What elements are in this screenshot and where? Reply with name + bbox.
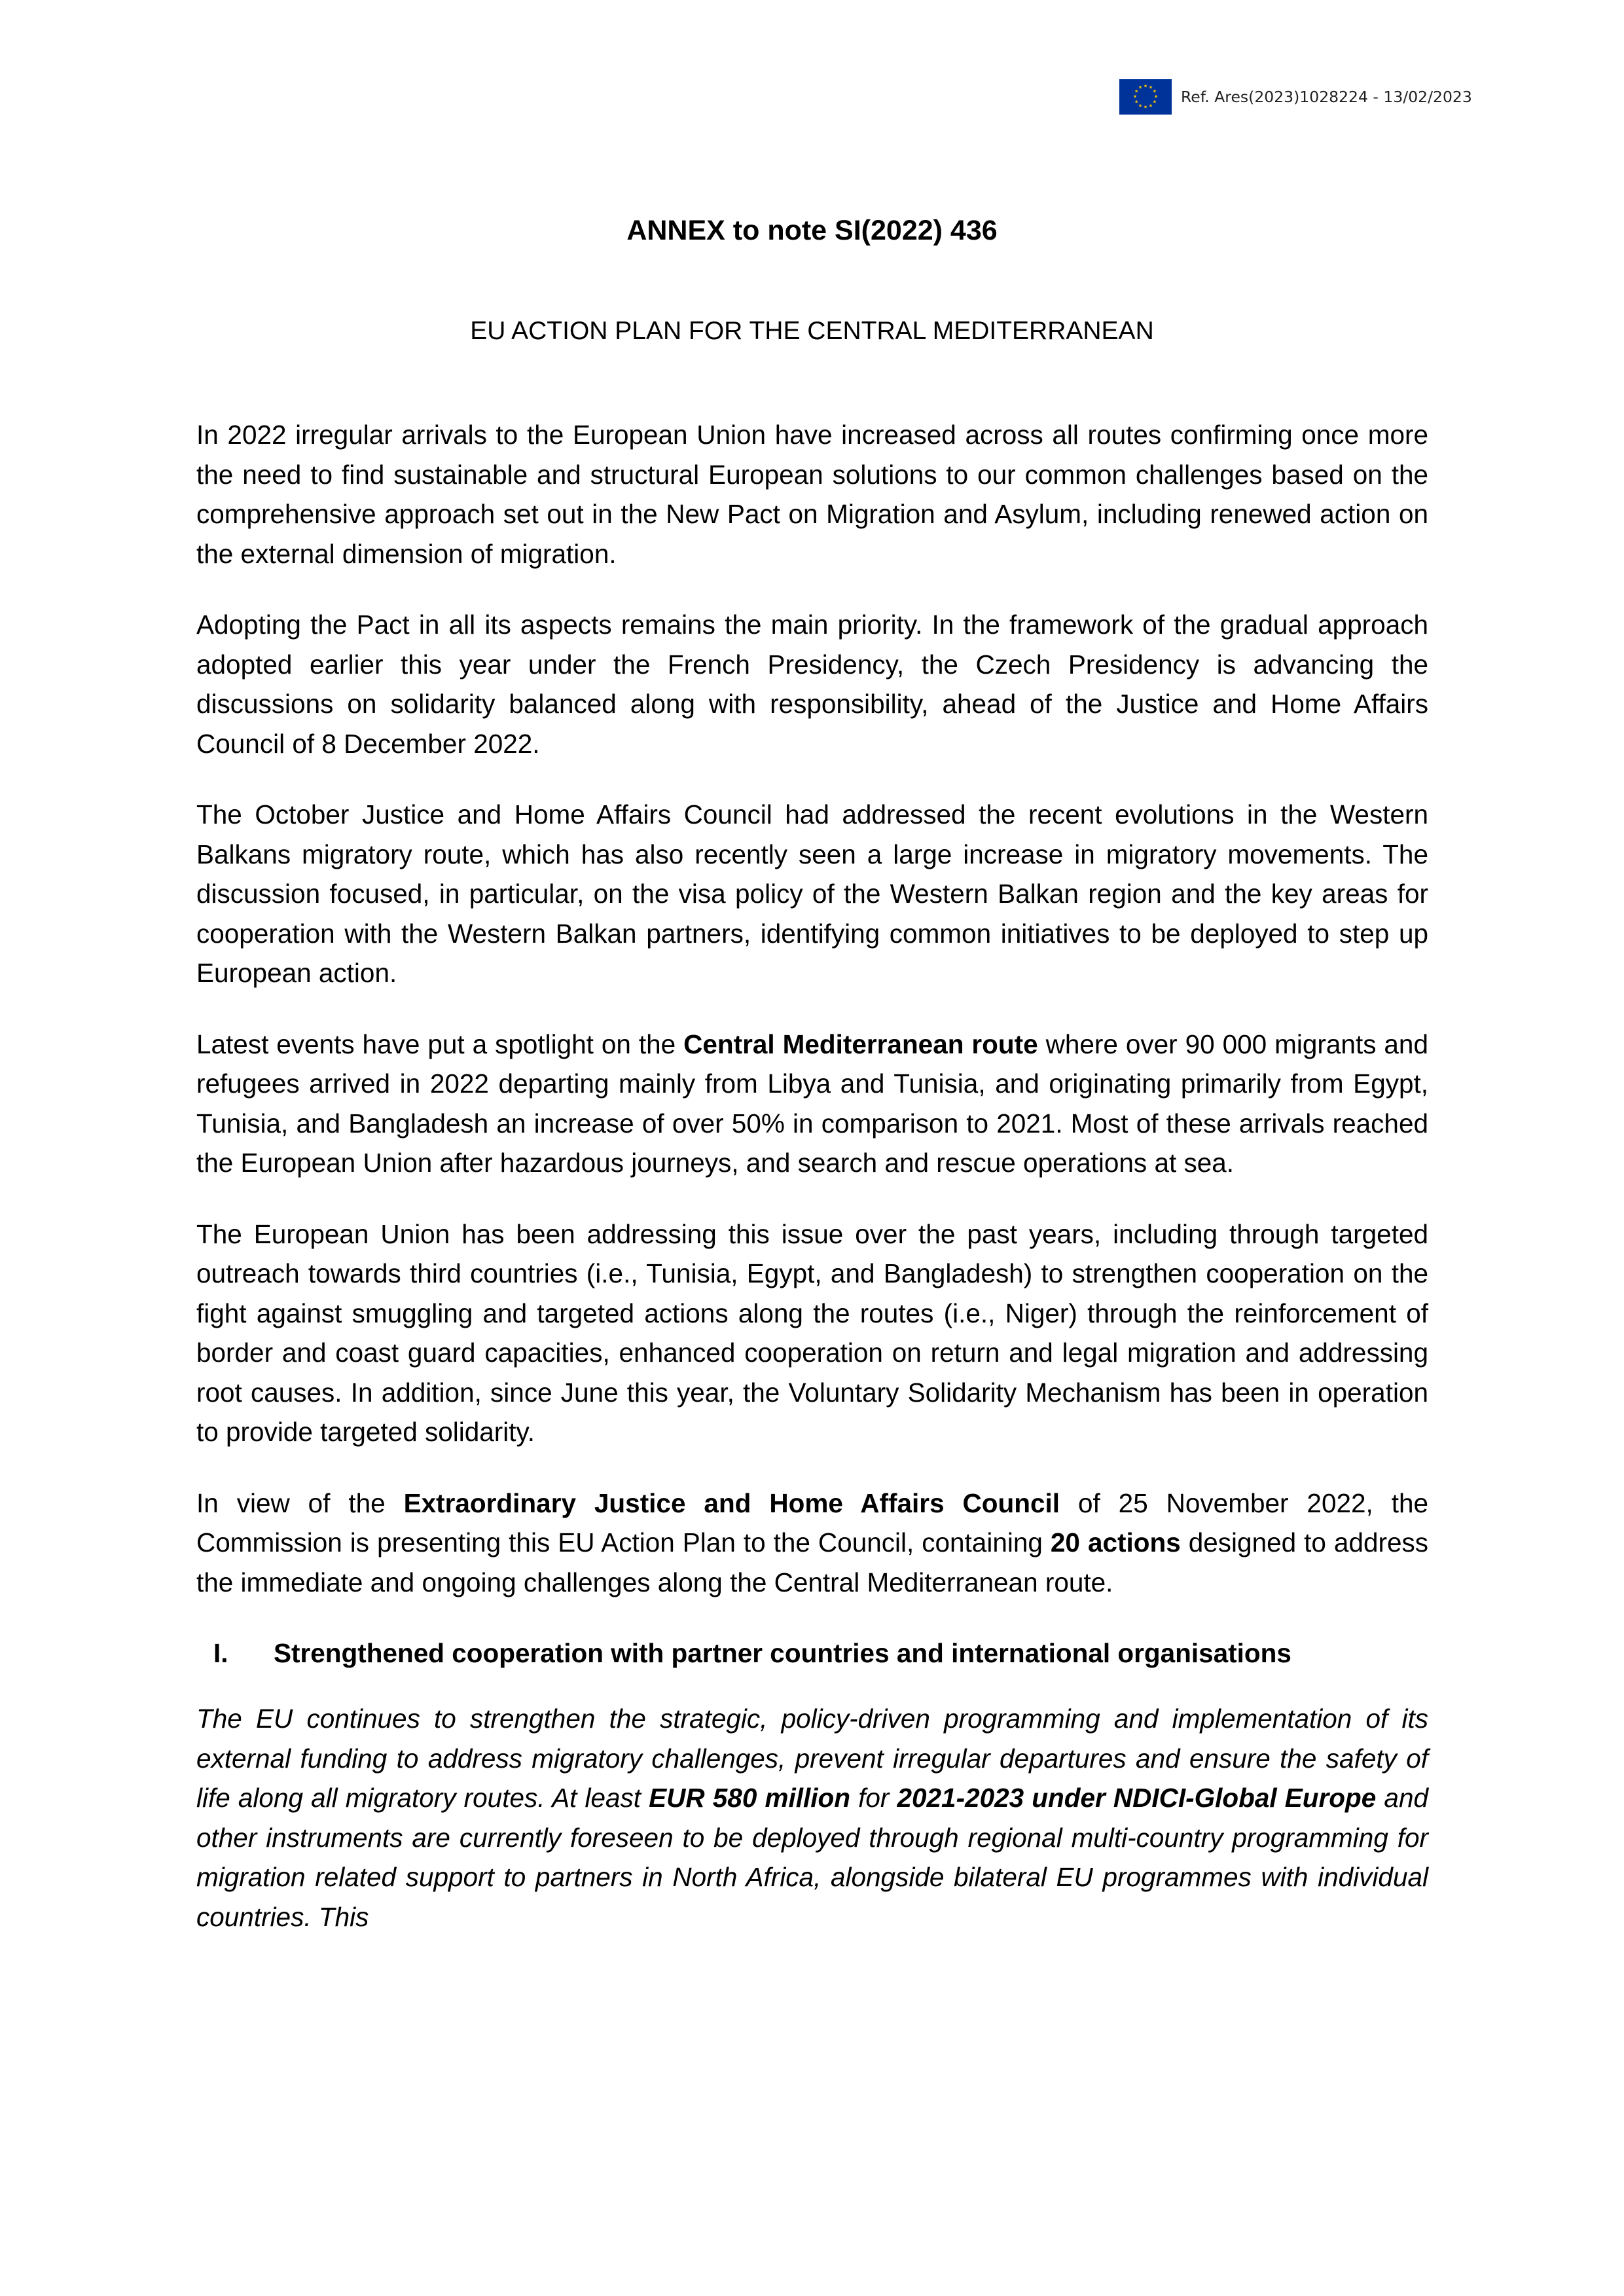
svg-text:★: ★	[1138, 103, 1143, 109]
paragraph-4	[196, 1025, 1428, 1183]
reference-number: Ref. Ares(2023)1028224 - 13/02/2023	[1181, 88, 1472, 106]
svg-text:★: ★	[1152, 99, 1157, 105]
paragraph-5: The European Union has been addressing this issue over the past years, including through targeted outreach towards third countries (i.e., Tunisia, Egypt, and Bangladesh) to strengthen cooperation on the fight against smuggling and targeted actions along the routes (i.e., Niger) through the reinforcement of border and coast guard capacities, enhanced cooperation on return and legal migration and addressing root causes. In addition, since June this year, the Voluntary Solidarity Mechanism has been in operation to provide targeted solidarity.	[196, 1218, 1428, 1447]
svg-text:★: ★	[1153, 94, 1159, 100]
paragraph-4-bold-route: Central Mediterranean route	[683, 1029, 1038, 1059]
document-body	[196, 415, 1428, 1968]
svg-text:★: ★	[1152, 88, 1157, 94]
paragraph-4-text-a: Latest events have put a spotlight on the	[196, 1029, 684, 1059]
svg-text:★: ★	[1132, 94, 1138, 100]
section-paragraph-text-e: and other instruments are currently foreseen to be deployed through regional multi-country programming for migration related support to partners in North Africa, alongside bilateral EU programmes with individual countries. This	[196, 1783, 1428, 1932]
paragraph-1: In 2022 irregular arrivals to the European Union have increased across all routes confirming once more the need to find sustainable and structural European solutions to our common challenges based on the comprehensive approach set out in the New Pact on Migration and Asylum, including renewed action on the external dimension of migration.	[196, 420, 1428, 569]
svg-text:★: ★	[1134, 99, 1139, 105]
paragraph-4-text-c: where over 90 000 migrants and refugees arrived in 2022 departing mainly from Libya and Tunisia, and originating primarily from Egypt, Tunisia, and Bangladesh an increase of over 50% in comparison to 2021. Most of these arrivals reached the European Union after hazardous journeys, and search and rescue operations at sea.	[196, 1029, 1428, 1178]
section-paragraph-bold-period: 2021-2023 under NDICI-Global Europe	[897, 1783, 1377, 1813]
svg-text:★: ★	[1143, 83, 1148, 89]
paragraph-6-text-c: of 25 November 2022, the Commission is presenting this EU Action Plan to the Council, containing	[196, 1487, 1428, 1558]
svg-text:★: ★	[1143, 104, 1148, 110]
paragraph-6-bold-actions: 20 actions	[1050, 1527, 1181, 1558]
paragraph-6-text-a: In view of the	[196, 1487, 404, 1518]
section-heading	[196, 1633, 1428, 1673]
paragraph-6-bold-council: Extraordinary Justice and Home Affairs Council	[403, 1487, 1060, 1518]
section-paragraph-bold-amount: EUR 580 million	[649, 1783, 850, 1813]
section-title: Strengthened cooperation with partner countries and international organisations	[274, 1638, 1291, 1668]
section-paragraph	[196, 1699, 1428, 1937]
document-subtitle: EU ACTION PLAN FOR THE CENTRAL MEDITERRANEAN	[470, 317, 1154, 345]
paragraph-2: Adopting the Pact in all its aspects remains the main priority. In the framework of the gradual approach adopted earlier this year under the French Presidency, the Czech Presidency is advancing the discussions on solidarity balanced along with responsibility, ahead of the Justice and Home Affairs Council of 8 December 2022.	[196, 610, 1428, 759]
section-paragraph-text-a: The EU continues to strengthen the strategic, policy-driven programming and implementation of its external funding to address migratory challenges, prevent irregular departures and ensure the safety of life along all migratory routes. At least	[196, 1704, 1428, 1813]
paragraph-3: The October Justice and Home Affairs Council had addressed the recent evolutions in the Western Balkans migratory route, which has also recently seen a large increase in migratory movements. The discussion focused, in particular, on the visa policy of the Western Balkan region and the key areas for cooperation with the Western Balkan partners, identifying common initiatives to be deployed to step up European action.	[196, 799, 1428, 988]
svg-text:★: ★	[1138, 84, 1143, 90]
section-number: I.	[213, 1638, 228, 1668]
section-paragraph-text-c: for	[850, 1783, 897, 1813]
reference-stamp	[1119, 79, 1472, 115]
eu-flag-icon	[1119, 79, 1172, 115]
paragraph-6	[196, 1484, 1428, 1603]
svg-text:★: ★	[1148, 103, 1153, 109]
paragraph-6-text-e: designed to address the immediate and ongoing challenges along the Central Mediterranean route.	[196, 1527, 1429, 1597]
svg-text:★: ★	[1134, 88, 1139, 94]
document-title: ANNEX to note SI(2022) 436	[626, 215, 998, 246]
svg-text:★: ★	[1148, 84, 1153, 90]
